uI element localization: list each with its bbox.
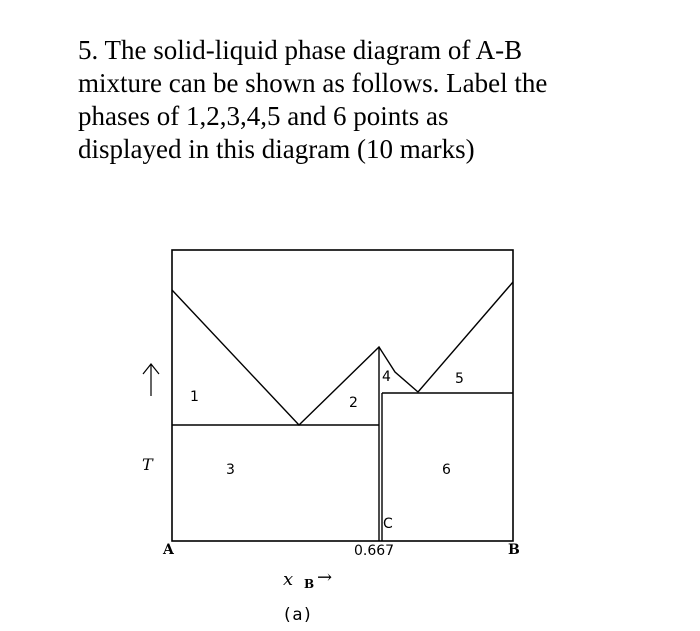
compound-label: C: [383, 516, 393, 532]
liquidus-left: [172, 290, 418, 425]
question-line-3: phases of 1,2,3,4,5 and 6 points as: [78, 101, 449, 131]
question-line-1: 5. The solid-liquid phase diagram of A-B: [78, 35, 523, 65]
x-axis-label: x: [283, 569, 294, 590]
x-axis-subscript: B: [304, 577, 315, 591]
region-label-4: 4: [382, 369, 391, 385]
right-end-label: B: [508, 542, 520, 558]
region-label-6: 6: [442, 462, 451, 478]
temperature-axis-label: T: [142, 455, 153, 474]
question-line-4: displayed in this diagram (10 marks): [78, 134, 475, 164]
region-label-1: 1: [190, 389, 199, 405]
region-label-3: 3: [226, 462, 235, 478]
region-label-2: 2: [349, 395, 358, 411]
x-axis-arrow: →: [317, 567, 333, 588]
liquidus-right: [418, 282, 513, 392]
compound-composition: 0.667: [354, 543, 395, 559]
diagram-frame: [172, 250, 513, 541]
figure-caption: (a): [282, 605, 313, 625]
left-end-label: A: [163, 542, 174, 558]
temperature-arrow-icon: [143, 364, 159, 396]
region-label-5: 5: [455, 371, 464, 387]
question-line-2: mixture can be shown as follows. Label the: [78, 68, 548, 98]
